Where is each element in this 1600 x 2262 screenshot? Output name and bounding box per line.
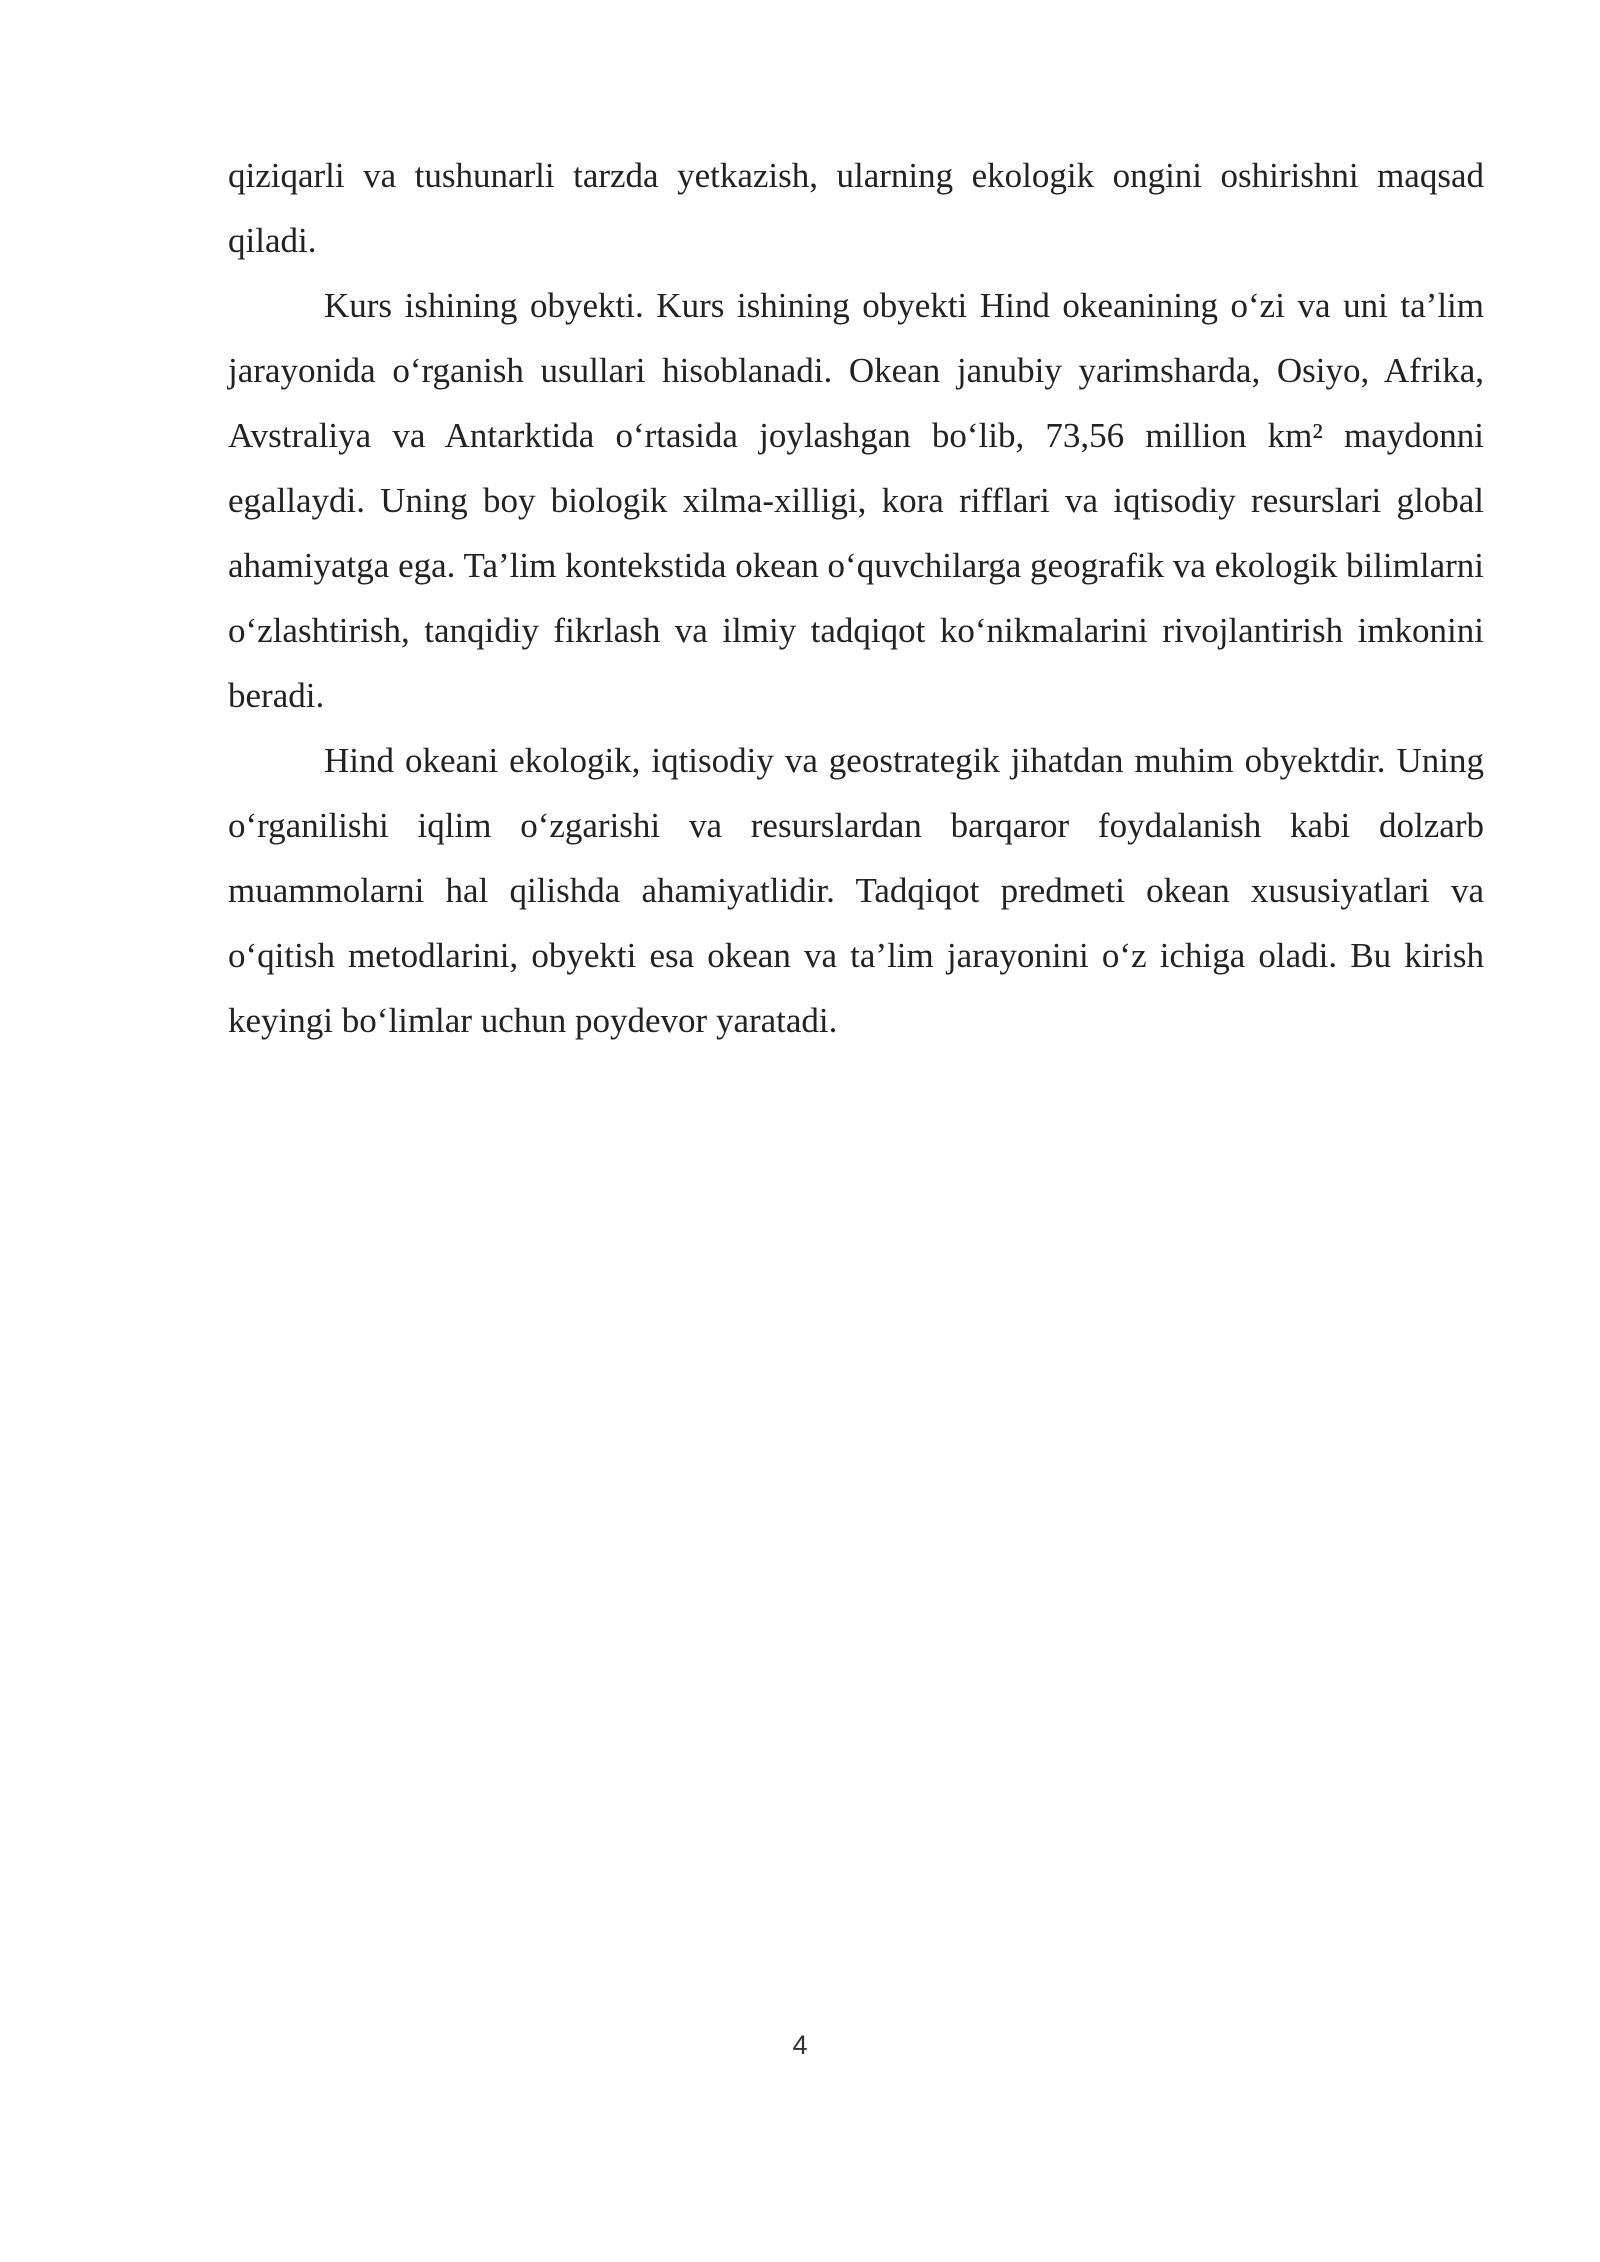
paragraph-course-object: Kurs ishining obyekti. Kurs ishining obyekti Hind okeanining o‘zi va uni ta’lim jarayonida o‘rganish usullari hisoblanadi. Okean janubiy yarimsharda, Osiyo, Afrika, Avstraliya va Antarktida o‘rtasida joylashgan bo‘lib, 73,56 million km² maydonni egallaydi. Uning boy biologik xilma-xilligi, kora rifflari va iqtisodiy resurslari global ahamiyatga ega. Ta’lim kontekstida okean o‘quvchilarga geografik va ekologik bilimlarni o‘zlashtirish, tanqidiy fikrlash va ilmiy tadqiqot ko‘nikmalarini rivojlantirish imkonini beradi.	[228, 286, 1484, 715]
paragraph-continuation: qiziqarli va tushunarli tarzda yetkazish, ularning ekologik ongini oshirishni maqsad qiladi.	[228, 156, 1484, 260]
body-text	[228, 143, 1484, 1053]
page-number: 4	[792, 2030, 808, 2060]
paragraph-indian-ocean-importance: Hind okeani ekologik, iqtisodiy va geostrategik jihatdan muhim obyektdir. Uning o‘rganilishi iqlim o‘zgarishi va resurslardan barqaror foydalanish kabi dolzarb muammolarni hal qilishda ahamiyatlidir. Tadqiqot predmeti okean xususiyatlari va o‘qitish metodlarini, obyekti esa okean va ta’lim jarayonini o‘z ichiga oladi. Bu kirish keyingi bo‘limlar uchun poydevor yaratadi.	[228, 741, 1484, 1040]
